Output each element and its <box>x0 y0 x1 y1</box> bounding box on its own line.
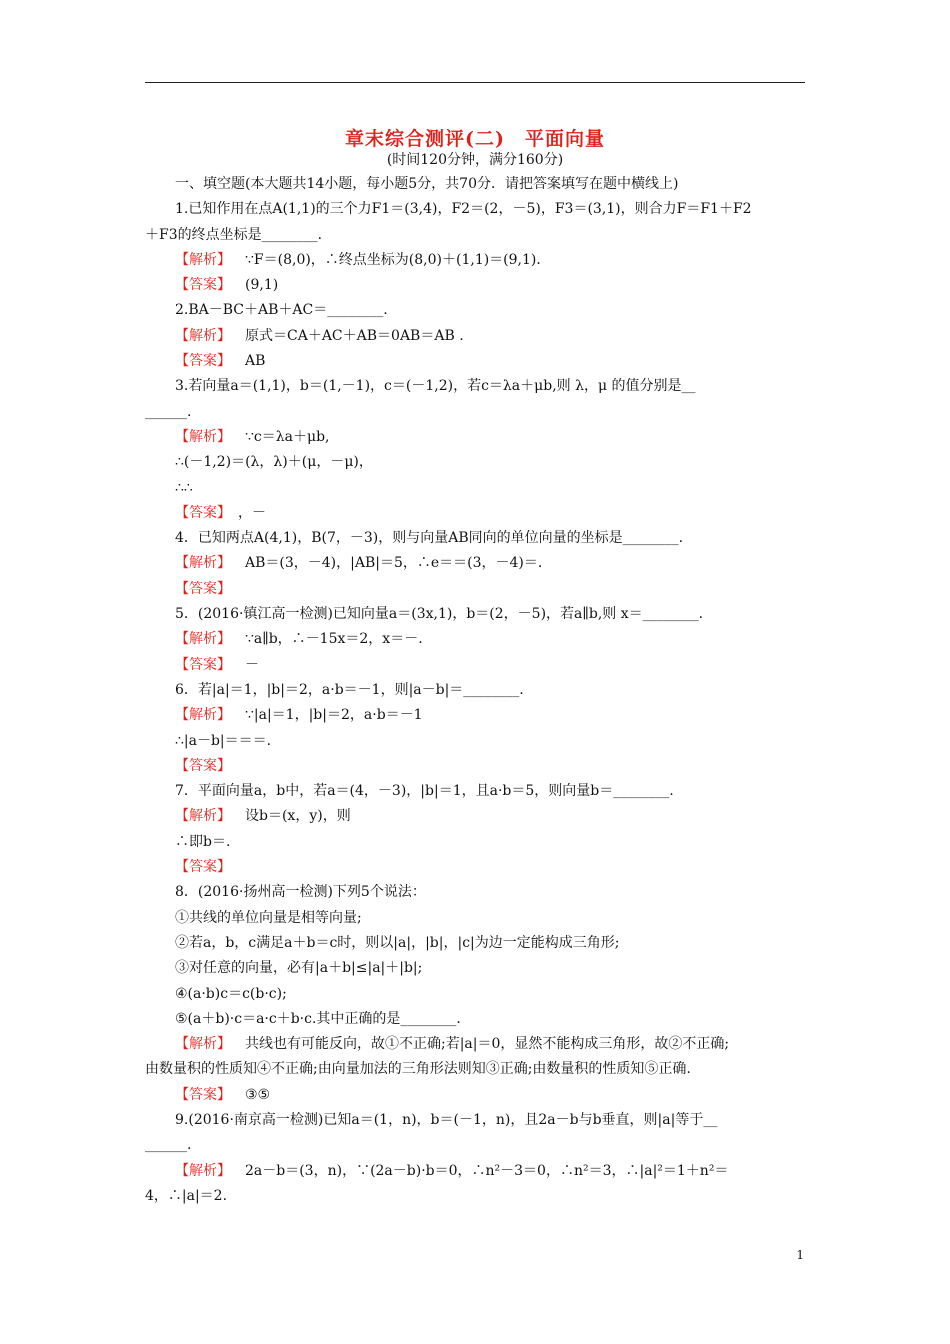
analysis-text: ∵a∥b，∴－15x＝2，x＝－. <box>245 631 423 648</box>
question-8-item: ③对任意的向量，必有|a＋b|≤|a|＋|b|; <box>175 960 423 977</box>
answer-label: 【答案】 <box>175 277 231 294</box>
question-7-analysis-line2: ∴即b＝. <box>175 833 231 850</box>
question-3-analysis <box>145 425 807 450</box>
question-2-stem: 2.BA－BC＋AB＋AC＝________. <box>175 302 388 319</box>
question-1-stem: 1.已知作用在点A(1,1)的三个力F1＝(3,4)，F2＝(2，－5)，F3＝(3,1)，则合力F＝F1＋F2 <box>175 201 752 218</box>
question-7-stem: 7．平面向量a，b中，若a＝(4，－3)，|b|＝1，且a·b＝5，则向量b＝________. <box>175 783 674 800</box>
analysis-label: 【解析】 <box>175 327 231 344</box>
answer-label: 【答案】 <box>175 757 231 774</box>
question-5-stem: 5．(2016·镇江高一检测)已知向量a＝(3x,1)，b＝(2，－5)，若a∥b,则 x＝________. <box>175 606 704 623</box>
analysis-text: ∵F＝(8,0)，∴终点坐标为(8,0)＋(1,1)＝(9,1)． <box>245 251 551 268</box>
page-title: 章末综合测评(二) 平面向量 <box>345 128 605 150</box>
question-9-stem: 9.(2016·南京高一检测)已知a＝(1，n)，b＝(－1，n)，且2a－b与b垂直，则|a|等于__ <box>175 1111 718 1128</box>
analysis-text: 原式＝CA＋AC＋AB＝0AB＝AB . <box>245 327 464 344</box>
question-3-analysis-line3: ∴∴ <box>175 479 193 496</box>
analysis-label: 【解析】 <box>175 808 231 825</box>
answer-text: － <box>245 656 259 673</box>
answer-text: AB <box>245 353 266 370</box>
question-1-stem-cont: ＋F3的终点坐标是________． <box>145 226 332 243</box>
question-9-stem-cont: ______. <box>145 1137 192 1154</box>
question-6-analysis <box>145 703 807 728</box>
answer-label: 【答案】 <box>175 353 231 370</box>
answer-text: ③⑤ <box>245 1086 271 1103</box>
analysis-text: ∵|a|＝1，|b|＝2，a·b＝－1 <box>245 707 423 724</box>
question-8-item: ⑤(a＋b)·c＝a·c＋b·c.其中正确的是________. <box>175 1010 461 1027</box>
question-8-item: ②若a，b，c满足a＋b＝c时，则以|a|，|b|，|c|为边一定能构成三角形; <box>175 934 620 951</box>
analysis-label: 【解析】 <box>175 555 231 572</box>
page-number: 1 <box>796 1248 804 1262</box>
analysis-label: 【解析】 <box>175 707 231 724</box>
question-7-answer <box>145 855 807 880</box>
analysis-label: 【解析】 <box>175 631 231 648</box>
analysis-text: 2a－b＝(3，n)，∵(2a－b)·b＝0，∴n²－3＝0，∴n²＝3，∴|a|²＝1＋n²＝ <box>245 1162 729 1179</box>
analysis-label: 【解析】 <box>175 1162 231 1179</box>
question-8-item: ①共线的单位向量是相等向量; <box>175 909 362 926</box>
answer-text: (9,1) <box>245 277 279 294</box>
question-3-stem-cont: ______. <box>145 403 192 420</box>
answer-label: 【答案】 <box>175 656 231 673</box>
question-7-analysis <box>145 804 807 829</box>
header-rule <box>145 82 805 83</box>
analysis-label: 【解析】 <box>175 1036 231 1053</box>
answer-label: 【答案】 <box>175 580 231 597</box>
question-4-answer <box>145 577 807 602</box>
question-6-analysis-line2: ∴|a－b|＝＝＝. <box>175 732 272 749</box>
question-8-stem: 8．(2016·扬州高一检测)下列5个说法： <box>175 884 426 901</box>
document-body <box>145 172 807 1209</box>
question-2-answer <box>145 349 807 374</box>
question-8-analysis <box>145 1032 807 1057</box>
question-2-analysis <box>145 324 807 349</box>
question-6-answer <box>145 754 807 779</box>
question-9-analysis-cont: 4，∴|a|＝2. <box>145 1187 228 1204</box>
answer-label: 【答案】 <box>175 859 231 876</box>
answer-label: 【答案】 <box>175 504 224 521</box>
question-8-item: ④(a·b)c＝c(b·c); <box>175 985 287 1002</box>
question-5-analysis <box>145 627 807 652</box>
answer-label: 【答案】 <box>175 1086 231 1103</box>
question-1-answer <box>145 273 807 298</box>
analysis-text: AB＝(3，－4)，|AB|＝5，∴e＝＝(3，－4)＝. <box>245 555 543 572</box>
page-subtitle: (时间120分钟，满分160分) <box>386 152 564 168</box>
analysis-text: ∵c＝λa＋μb, <box>245 428 330 445</box>
question-3-stem: 3.若向量a＝(1,1)，b＝(1,－1)，c＝(－1,2)，若c＝λa＋μb,则 λ，μ 的值分别是__ <box>175 378 696 395</box>
question-8-analysis-cont: 由数量积的性质知④不正确;由向量加法的三角形法则知③正确;由数量积的性质知⑤正确. <box>145 1061 691 1078</box>
question-5-answer <box>145 653 807 678</box>
question-3-answer <box>145 501 807 526</box>
question-3-analysis-line2: ∴(－1,2)＝(λ，λ)＋(μ，－μ)， <box>175 454 373 471</box>
question-4-analysis <box>145 551 807 576</box>
analysis-text: 设b＝(x，y)，则 <box>245 808 351 825</box>
question-4-stem: 4．已知两点A(4,1)，B(7，－3)，则与向量AB同向的单位向量的坐标是________. <box>175 530 684 547</box>
question-6-stem: 6．若|a|＝1，|b|＝2，a·b＝－1，则|a－b|＝________. <box>175 681 524 698</box>
question-8-answer <box>145 1083 807 1108</box>
question-1-analysis <box>145 248 807 273</box>
analysis-label: 【解析】 <box>175 428 231 445</box>
answer-text: ，－ <box>238 504 266 521</box>
analysis-text: 共线也有可能反向，故①不正确;若|a|＝0，显然不能构成三角形，故②不正确; <box>245 1036 730 1053</box>
section-heading: 一、填空题(本大题共14小题，每小题5分，共70分．请把答案填写在题中横线上) <box>175 176 679 192</box>
question-9-analysis <box>145 1159 807 1184</box>
analysis-label: 【解析】 <box>175 251 231 268</box>
